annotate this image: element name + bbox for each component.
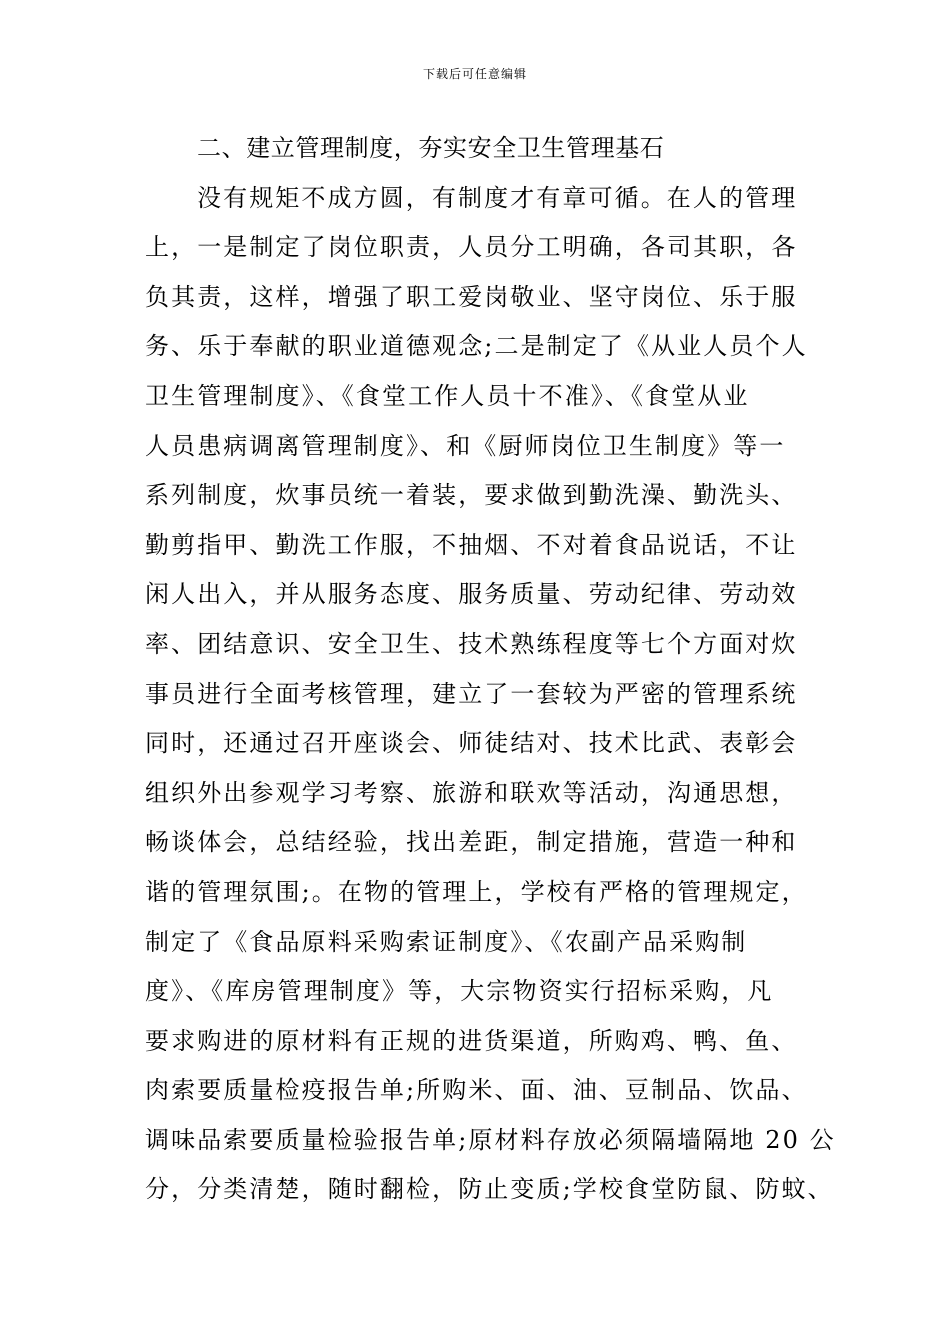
paragraph-line: 畅谈体会，总结经验，找出差距，制定措施，营造一种和 [145,828,798,857]
paragraph-line: 调味品索要质量检验报告单;原材料存放必须隔墙隔地 20 公 [145,1125,836,1154]
section-heading: 二、建立管理制度，夯实安全卫生管理基石 [197,134,665,162]
paragraph-line: 同时，还通过召开座谈会、师徒结对、技术比武、表彰会 [145,729,798,758]
document-body [145,124,836,1215]
paragraph-line: 要求购进的原材料有正规的进货渠道，所购鸡、鸭、鱼、 [145,1026,798,1055]
paragraph-line: 度》、《库房管理制度》等，大宗物资实行招标采购，凡 [145,977,774,1006]
paragraph-line: 谐的管理氛围;。在物的管理上，学校有严格的管理规定， [145,877,808,906]
paragraph-line: 勤剪指甲、勤洗工作服，不抽烟、不对着食品说话，不让 [145,530,798,559]
paragraph-line: 闲人出入，并从服务态度、服务质量、劳动纪律、劳动效 [145,580,798,609]
paragraph-line: 组织外出参观学习考察、旅游和联欢等活动，沟通思想， [145,778,798,807]
paragraph-line: 上，一是制定了岗位职责，人员分工明确，各司其职，各 [145,233,798,262]
paragraph-line: 务、乐于奉献的职业道德观念;二是制定了《从业人员个人 [145,332,808,361]
paragraph-line: 率、团结意识、安全卫生、技术熟练程度等七个方面对炊 [145,629,798,658]
paragraph-line: 系列制度，炊事员统一着装，要求做到勤洗澡、勤洗头、 [145,481,798,510]
page-header-note: 下载后可任意编辑 [422,67,527,81]
paragraph-line: 制定了《食品原料采购索证制度》、《农副产品采购制 [145,927,748,956]
paragraph-line: 事员进行全面考核管理，建立了一套较为严密的管理系统 [145,679,798,708]
paragraph-line: 肉索要质量检疫报告单;所购米、面、油、豆制品、饮品、 [145,1076,808,1105]
paragraph-line: 分，分类清楚，随时翻检，防止变质;学校食堂防鼠、防蚊、 [145,1175,834,1204]
paragraph-line: 人员患病调离管理制度》、和《厨师岗位卫生制度》等一 [145,431,786,460]
paragraph-line: 负其责，这样，增强了职工爱岗敬业、坚守岗位、乐于服 [145,282,798,311]
paragraph-line: 卫生管理制度》、《食堂工作人员十不准》、《食堂从业 [145,381,750,410]
paragraph-line: 没有规矩不成方圆，有制度才有章可循。在人的管理 [197,183,798,212]
